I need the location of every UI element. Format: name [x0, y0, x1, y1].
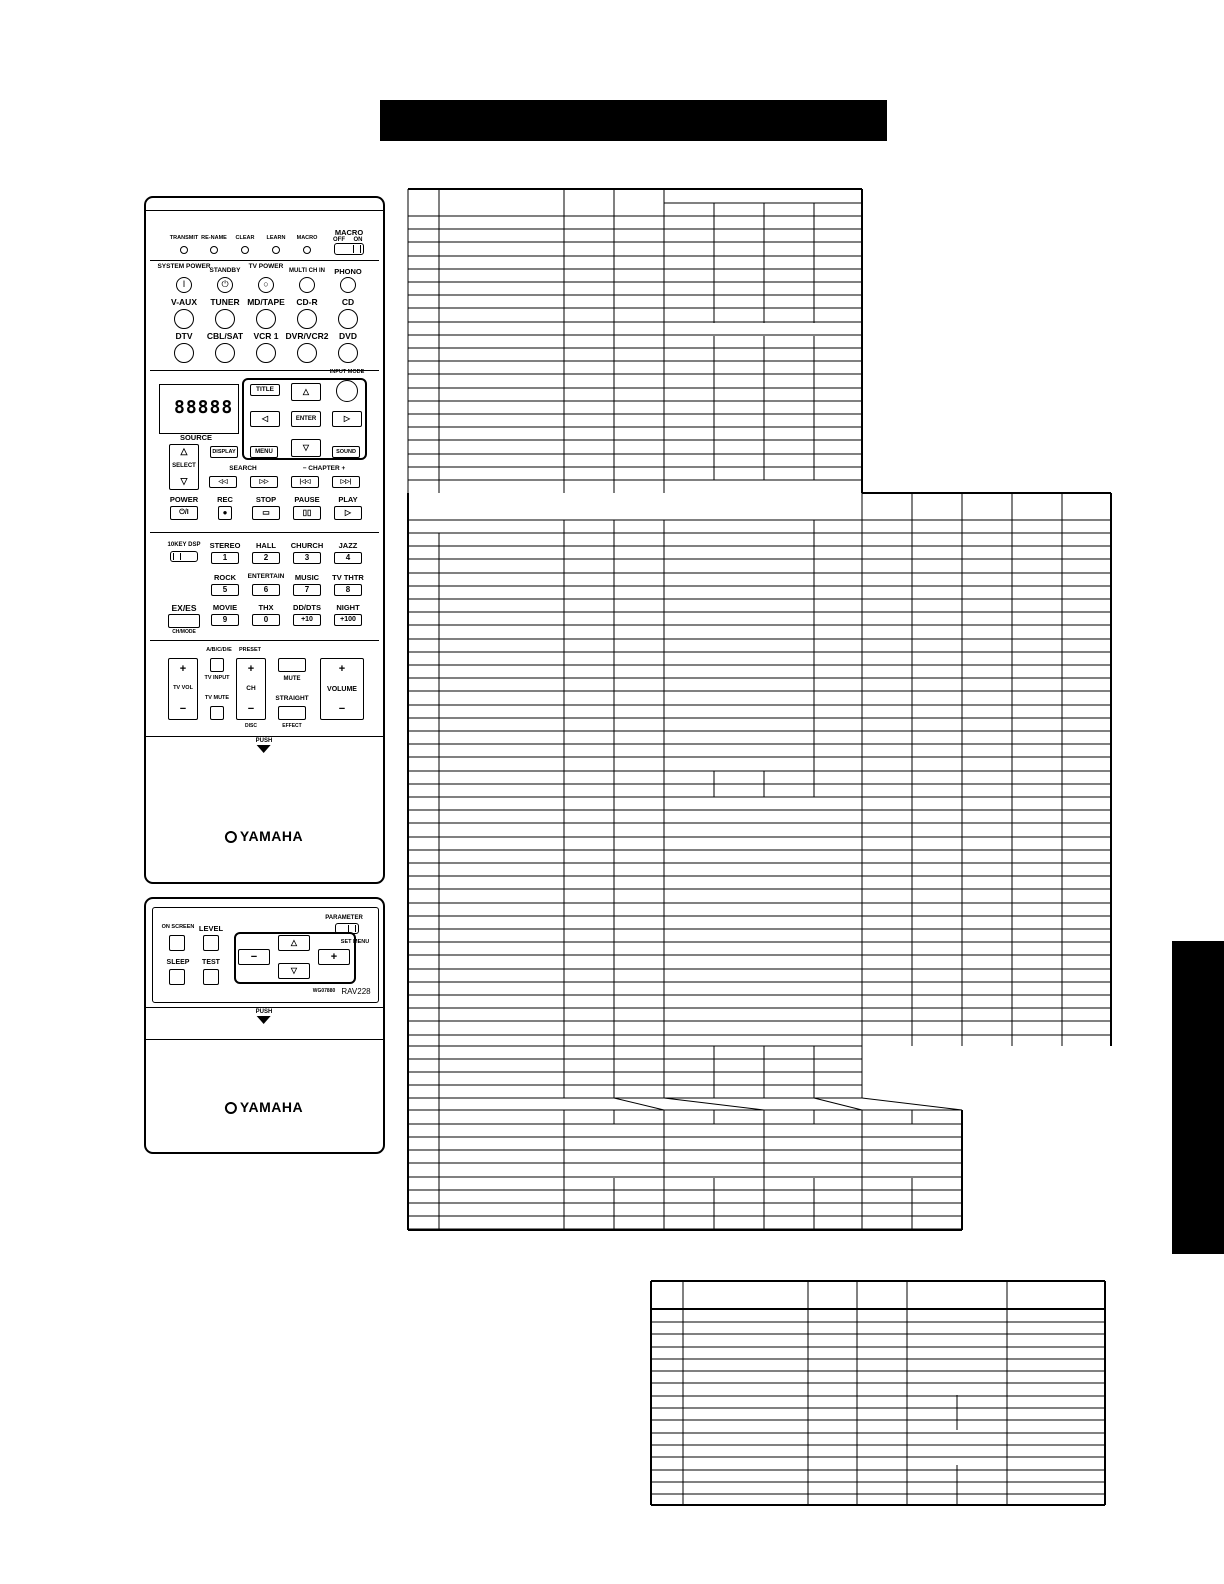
- preset-label: PRESET: [238, 647, 262, 653]
- effect-label: EFFECT: [282, 723, 302, 729]
- straight-label: STRAIGHT: [275, 695, 309, 702]
- title-button: TITLE: [250, 384, 280, 396]
- key-plus100: +100: [334, 614, 362, 626]
- system-power-label: SYSTEM POWER: [157, 263, 211, 270]
- test-label: TEST: [202, 959, 220, 966]
- cbl-sat-label: CBL/SAT: [206, 331, 244, 341]
- grid-line-100: [614, 1098, 664, 1110]
- dvr-vcr2-label: DVR/VCR2: [285, 331, 329, 341]
- menu-button: MENU: [250, 446, 278, 458]
- multi-ch-in-label: MULTI CH IN: [289, 268, 325, 274]
- ch-minus: −: [247, 703, 255, 715]
- cd-r-label: CD-R: [296, 297, 318, 307]
- entertain-label: ENTERTAIN: [247, 573, 285, 580]
- play-label: PLAY: [338, 495, 358, 504]
- hall-label: HALL: [256, 541, 276, 550]
- key-5: 5: [211, 584, 239, 596]
- dd-dts-label: DD/DTS: [293, 603, 321, 612]
- rename-label: RE-NAME: [201, 235, 227, 241]
- volume-plus: +: [338, 663, 346, 675]
- tv-vol-minus: −: [179, 703, 187, 715]
- macro-on-label: ON: [353, 237, 363, 243]
- tv-power-label: TV POWER: [248, 263, 284, 270]
- tv-vol-plus: +: [179, 663, 187, 675]
- vcr1-label: VCR 1: [253, 331, 279, 341]
- macro-button-label: MACRO: [296, 235, 318, 241]
- grid-line-102: [814, 1098, 862, 1110]
- grid-line-101: [664, 1098, 764, 1110]
- key-6: 6: [252, 584, 280, 596]
- tv-power-button: ○: [258, 277, 274, 293]
- lcd-digits: 88888: [174, 397, 234, 418]
- md-tape-label: MD/TAPE: [247, 297, 285, 307]
- key-0: 0: [252, 614, 280, 626]
- source-down-icon: ▽: [180, 476, 188, 486]
- system-power-button: I: [176, 277, 192, 293]
- cursor-up-button: △: [291, 383, 321, 401]
- music-label: MUSIC: [294, 573, 320, 582]
- learn-label: LEARN: [266, 235, 286, 241]
- disc-label: DISC: [245, 723, 257, 729]
- macro-off-label: OFF: [333, 237, 345, 243]
- sleep-label: SLEEP: [166, 959, 190, 966]
- mute-label: MUTE: [283, 676, 301, 682]
- chapter-back-button: |◁◁: [291, 476, 319, 488]
- church-label: CHURCH: [290, 541, 324, 550]
- tv-input-label: TV INPUT: [204, 675, 230, 681]
- key-7: 7: [293, 584, 321, 596]
- ex-es-label: EX/ES: [171, 603, 197, 613]
- parameter-label: PARAMETER: [325, 915, 363, 921]
- source-label: SOURCE: [179, 433, 213, 442]
- cursor-left-button: ◁: [250, 411, 280, 427]
- display-button: DISPLAY: [210, 446, 238, 458]
- power-label: POWER: [169, 495, 199, 504]
- cursor-down-button: ▽: [291, 439, 321, 457]
- push-label: PUSH: [255, 738, 273, 744]
- transmit-label: TRANSMIT: [169, 235, 199, 241]
- ch-label: CH: [246, 685, 256, 692]
- pause-button: ▯▯: [293, 506, 321, 520]
- brand-text: YAMAHA: [239, 828, 304, 844]
- model-label: RAV228: [341, 987, 371, 996]
- volume-minus: −: [338, 703, 346, 715]
- rock-label: ROCK: [213, 573, 237, 582]
- model-code-label: WG07880: [312, 988, 336, 994]
- key-8: 8: [334, 584, 362, 596]
- tv-vol-label: TV VOL: [173, 685, 193, 691]
- enter-button: ENTER: [291, 411, 321, 427]
- level-label: LEVEL: [198, 924, 224, 933]
- key-4: 4: [334, 552, 362, 564]
- key-plus10: +10: [293, 614, 321, 626]
- stereo-label: STEREO: [209, 541, 241, 550]
- key-3: 3: [293, 552, 321, 564]
- volume-label: VOLUME: [327, 686, 357, 693]
- dtv-label: DTV: [175, 331, 193, 341]
- key-9: 9: [211, 614, 239, 626]
- night-label: NIGHT: [336, 603, 360, 612]
- clear-label: CLEAR: [235, 235, 255, 241]
- tuner-label: TUNER: [210, 297, 240, 307]
- tv-thtr-label: TV THTR: [332, 573, 364, 582]
- pause-label: PAUSE: [294, 495, 320, 504]
- grid-line-103: [862, 1098, 962, 1110]
- tenkey-label: 10KEY DSP: [167, 542, 201, 548]
- sub-push-label: PUSH: [255, 1009, 273, 1015]
- set-menu-label: SET MENU: [340, 939, 370, 945]
- power-button: ⏻/I: [170, 506, 198, 520]
- sound-button: SOUND: [332, 446, 360, 458]
- ch-mode-label: CH/MODE: [172, 629, 196, 635]
- chapter-forward-button: ▷▷|: [332, 476, 360, 488]
- input-mode-label: INPUT MODE: [329, 369, 365, 375]
- dvd-label: DVD: [339, 331, 357, 341]
- v-aux-label: V-AUX: [171, 297, 197, 307]
- sub-up-button: △: [278, 935, 310, 951]
- cursor-right-button: ▷: [332, 411, 362, 427]
- macro-switch-label: MACRO: [334, 228, 364, 237]
- chapter-label: − CHAPTER +: [302, 465, 346, 472]
- on-screen-label: ON SCREEN: [161, 924, 195, 930]
- thx-label: THX: [258, 603, 274, 612]
- standby-label: STANDBY: [209, 267, 241, 274]
- rec-label: REC: [217, 495, 233, 504]
- sub-down-button: ▽: [278, 963, 310, 979]
- stop-label: STOP: [255, 495, 277, 504]
- key-2: 2: [252, 552, 280, 564]
- movie-label: MOVIE: [212, 603, 238, 612]
- search-label: SEARCH: [229, 465, 257, 472]
- rec-button: ●: [218, 506, 232, 520]
- key-1: 1: [211, 552, 239, 564]
- sub-brand-text: YAMAHA: [239, 1099, 304, 1115]
- stop-button: ▭: [252, 506, 280, 520]
- tv-mute-label: TV MUTE: [204, 695, 230, 701]
- sub-plus-button: +: [318, 949, 350, 965]
- cd-label: CD: [341, 297, 355, 307]
- standby-button: ⏻: [217, 277, 233, 293]
- phono-label: PHONO: [334, 267, 362, 276]
- sub-minus-button: −: [238, 949, 270, 965]
- search-forward-button: ▷▷: [250, 476, 278, 488]
- select-label: SELECT: [172, 463, 196, 469]
- search-back-button: ◁◁: [209, 476, 237, 488]
- source-up-icon: △: [180, 446, 188, 456]
- play-button: ▷: [334, 506, 362, 520]
- jazz-label: JAZZ: [338, 541, 358, 550]
- abcde-label: A/B/C/D/E: [206, 647, 232, 653]
- ch-plus: +: [247, 663, 255, 675]
